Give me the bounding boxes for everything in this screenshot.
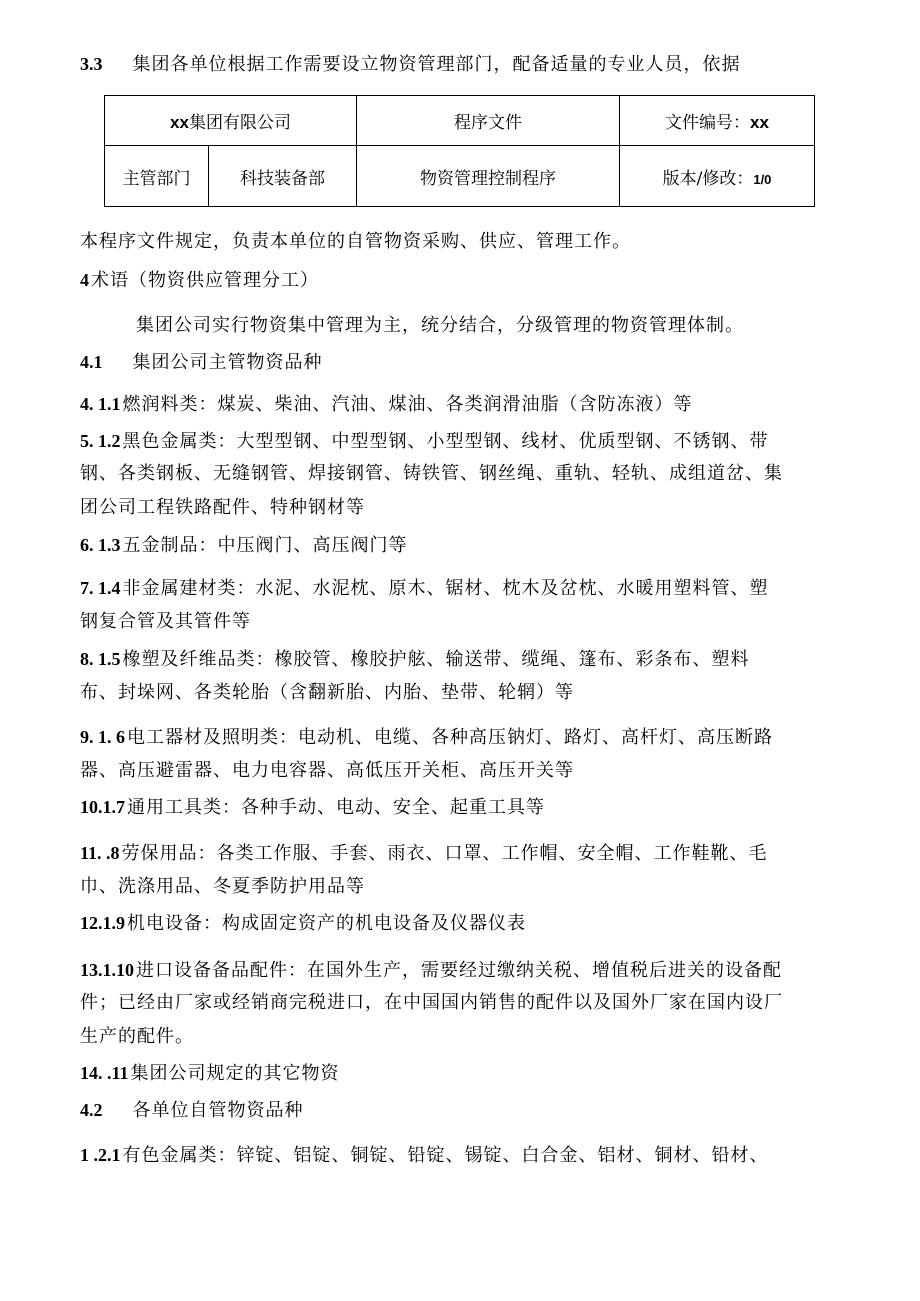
item-text: 术语（物资供应管理分工）: [91, 270, 319, 291]
doc-number-label: 文件编号：: [665, 113, 751, 133]
body-line: [80, 875, 840, 899]
doc-number-cell: [620, 96, 815, 146]
item-text: 集团公司规定的其它物资: [130, 1063, 340, 1084]
item-text: 集团公司实行物资集中管理为主，统分结合，分级管理的物资管理体制。: [136, 315, 744, 336]
item-number: 7. 1.4: [80, 578, 121, 598]
item-text: 生产的配件。: [80, 1026, 194, 1047]
item-text: 本程序文件规定，负责本单位的自管物资采购、供应、管理工作。: [80, 231, 631, 252]
body-line: [80, 795, 840, 820]
item-text: 劳保用品：各类工作服、手套、雨衣、口罩、工作帽、安全帽、工作鞋靴、毛: [121, 843, 768, 864]
item-text: 集团公司主管物资品种: [132, 352, 323, 373]
item-text: 非金属建材类：水泥、水泥枕、原木、锯材、枕木及岔枕、水暖用塑料管、塑: [122, 578, 769, 599]
doc-type-cell: 程序文件: [357, 96, 620, 146]
body-line: [80, 496, 840, 520]
item-text: 五金制品：中压阀门、高压阀门等: [122, 535, 408, 556]
company-prefix: xx: [170, 113, 189, 132]
item-number: 4: [80, 270, 89, 290]
item-text: 件；已经由厂家或经销商完税进口，在中国国内销售的配件以及国外厂家在国内设厂: [80, 992, 783, 1013]
item-text: 黑色金属类：大型型钢、中型型钢、小型型钢、线材、优质型钢、不锈钢、带: [122, 431, 769, 452]
body-line: [80, 958, 840, 983]
item-text: 布、封垛网、各类轮胎（含翻新胎、内胎、垫带、轮辋）等: [80, 682, 574, 703]
section-3-3-line: [80, 52, 840, 77]
item-number: 8. 1.5: [80, 649, 121, 669]
body-line: [80, 1061, 840, 1086]
section-text: 集团各单位根据工作需要设立物资管理部门，配备适量的专业人员，依据: [132, 54, 741, 75]
body-line: [80, 268, 840, 293]
body-line: [80, 681, 840, 705]
body-line: [80, 841, 840, 866]
doc-title-cell: 物资管理控制程序: [357, 146, 620, 207]
doc-number-value: xx: [750, 113, 769, 132]
item-number: 10.1.7: [80, 797, 125, 817]
item-text: 电工器材及照明类：电动机、电缆、各种高压钠灯、路灯、高杆灯、高压断路: [127, 727, 773, 748]
body-line: [80, 911, 840, 936]
document-header-table: [104, 95, 815, 207]
item-text: 橡塑及纤维品类：橡胶管、橡胶护舷、输送带、缆绳、篷布、彩条布、塑料: [122, 649, 750, 670]
item-text: 团公司工程铁路配件、特种钢材等: [80, 497, 365, 518]
body-line: [80, 392, 840, 417]
item-number: 13.1.10: [80, 960, 134, 980]
item-text: 巾、洗涤用品、冬夏季防护用品等: [80, 876, 365, 897]
section-number: 3.3: [80, 54, 103, 74]
company-name: 集团有限公司: [188, 113, 291, 133]
dept-value-cell: 科技装备部: [209, 146, 357, 207]
item-number: 4. 1.1: [80, 394, 121, 414]
item-text: 器、高压避雷器、电力电容器、高低压开关柜、高压开关等: [80, 760, 574, 781]
body-line: [80, 350, 840, 375]
body-line: [80, 462, 840, 486]
item-text: 有色金属类：锌锭、铝锭、铜锭、铅锭、锡锭、白合金、铝材、铜材、铅材、: [122, 1145, 769, 1166]
body-line: [80, 1025, 840, 1049]
body-line: [80, 230, 840, 254]
version-label: 版本/修改：: [662, 168, 754, 189]
item-number: 9. 1. 6: [80, 727, 125, 747]
version-value: 1/0: [753, 171, 772, 187]
body-line: [80, 759, 840, 783]
item-number: 5. 1.2: [80, 431, 121, 451]
version-cell: [620, 146, 815, 207]
body-line: [80, 991, 840, 1015]
item-text: 通用工具类：各种手动、电动、安全、起重工具等: [127, 797, 545, 818]
item-number: 4.1: [80, 352, 103, 372]
item-text: 机电设备：构成固定资产的机电设备及仪器仪表: [127, 913, 526, 934]
body-line: [80, 576, 840, 601]
body-line: [80, 429, 840, 454]
item-number: 12.1.9: [80, 913, 125, 933]
dept-label-cell: 主管部门: [105, 146, 209, 207]
item-text: 进口设备备品配件：在国外生产，需要经过缴纳关税、增值税后进关的设备配: [136, 960, 782, 981]
body-line: [80, 725, 840, 750]
item-number: 11. .8: [80, 843, 120, 863]
company-cell: [105, 96, 357, 146]
body-line: [80, 610, 840, 634]
item-text: 钢复合管及其管件等: [80, 611, 251, 632]
item-number: 14. .11: [80, 1063, 129, 1083]
item-number: 6. 1.3: [80, 535, 121, 555]
body-line: [136, 314, 840, 338]
item-text: 燃润料类：煤炭、柴油、汽油、煤油、各类润滑油脂（含防冻液）等: [122, 394, 693, 415]
item-text: 各单位自管物资品种: [132, 1100, 304, 1121]
body-line: [80, 1098, 840, 1123]
body-line: [80, 1143, 840, 1168]
body-line: [80, 647, 840, 672]
item-number: 1 .2.1: [80, 1145, 121, 1165]
item-number: 4.2: [80, 1100, 103, 1120]
item-text: 钢、各类钢板、无缝钢管、焊接钢管、铸铁管、钢丝绳、重轨、轻轨、成组道岔、集: [80, 463, 783, 484]
body-line: [80, 533, 840, 558]
